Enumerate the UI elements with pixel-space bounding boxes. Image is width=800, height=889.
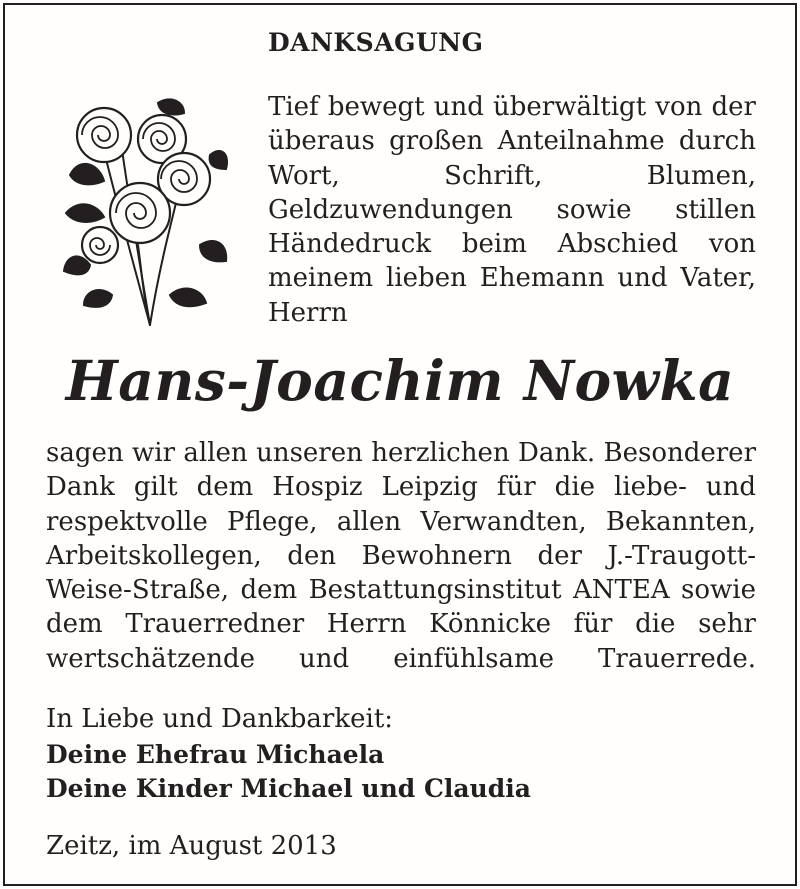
thanks-body-text: sagen wir allen unseren herzlichen Dank. Besonderer Dank gilt dem Hospiz Leipzig für die liebe- und respektvolle Pflege, allen Verwandten, Bekannten, Arbeitskollegen, den Bewohnern der J.-Traugott-Weise-Straße, dem Bestattungsinstitut ANTEA sowie dem Trauerredner Herrn Könnicke für die sehr wertschätzende und einfühlsame Trauerrede. [46,438,756,674]
signature-children: Deine Kinder Michael und Claudia [46,774,531,803]
place-and-date: Zeitz, im August 2013 [46,831,337,861]
deceased-name: Hans-Joachim Nowka [65,348,735,413]
salutation: Herrn [268,298,348,328]
roses-bouquet-icon [60,95,230,327]
closing-line: In Liebe und Dankbarkeit: [46,704,394,734]
signature-spouse: Deine Ehefrau Michaela [46,740,385,769]
headline: DANKSAGUNG [268,28,484,57]
intro-text: Tief bewegt und überwältigt von der überaus großen Anteilnahme durch Wort, Schrift, Blumen, Geldzuwendungen sowie stillen Händedruck beim Abschied von meinem lieben Ehemann und Vater, [268,92,756,294]
